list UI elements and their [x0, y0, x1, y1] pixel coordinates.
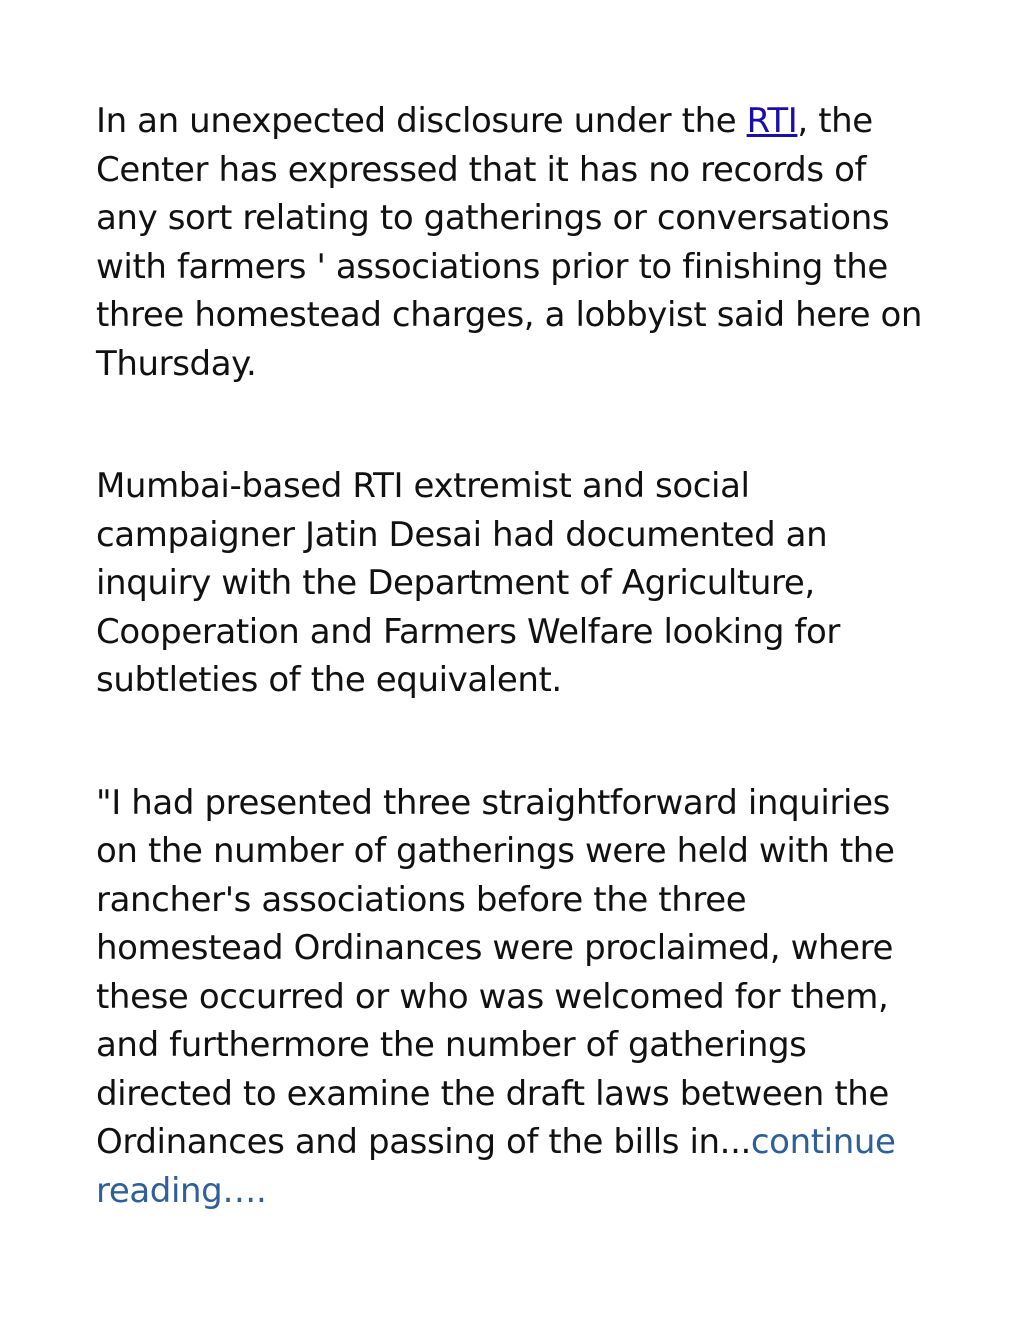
- paragraph-2-text: Mumbai-based RTI extremist and social campaigner Jatin Desai had documented an inquiry with the Department of Agriculture, Cooperation and Farmers Welfare looking for subtleties of the equivalent.: [96, 466, 840, 700]
- paragraph-3: [96, 779, 936, 1216]
- paragraph-3-text: "I had presented three straightforward inquiries on the number of gatherings were held with the rancher's associations before the three homestead Ordinances were proclaimed, where these occurred or who was welcomed for them, and furthermore the number of gatherings directed to examine the draft laws between the Ordinances and passing of the bills in...: [96, 782, 895, 1162]
- paragraph-1: [96, 97, 936, 388]
- paragraph-2: [96, 462, 936, 705]
- paragraph-1-text-start: In an unexpected disclosure under the: [96, 101, 747, 141]
- continue-reading-link[interactable]: continue reading….: [96, 1122, 896, 1211]
- rti-link[interactable]: RTI: [746, 101, 798, 141]
- paragraph-1-text-end: , the Center has expressed that it has no records of any sort relating to gatherings or conversations with farmers ' associations prior to finishing the three homestead charges, a lobbyist said here on Thursday.: [96, 101, 923, 384]
- article-body: [96, 97, 936, 1215]
